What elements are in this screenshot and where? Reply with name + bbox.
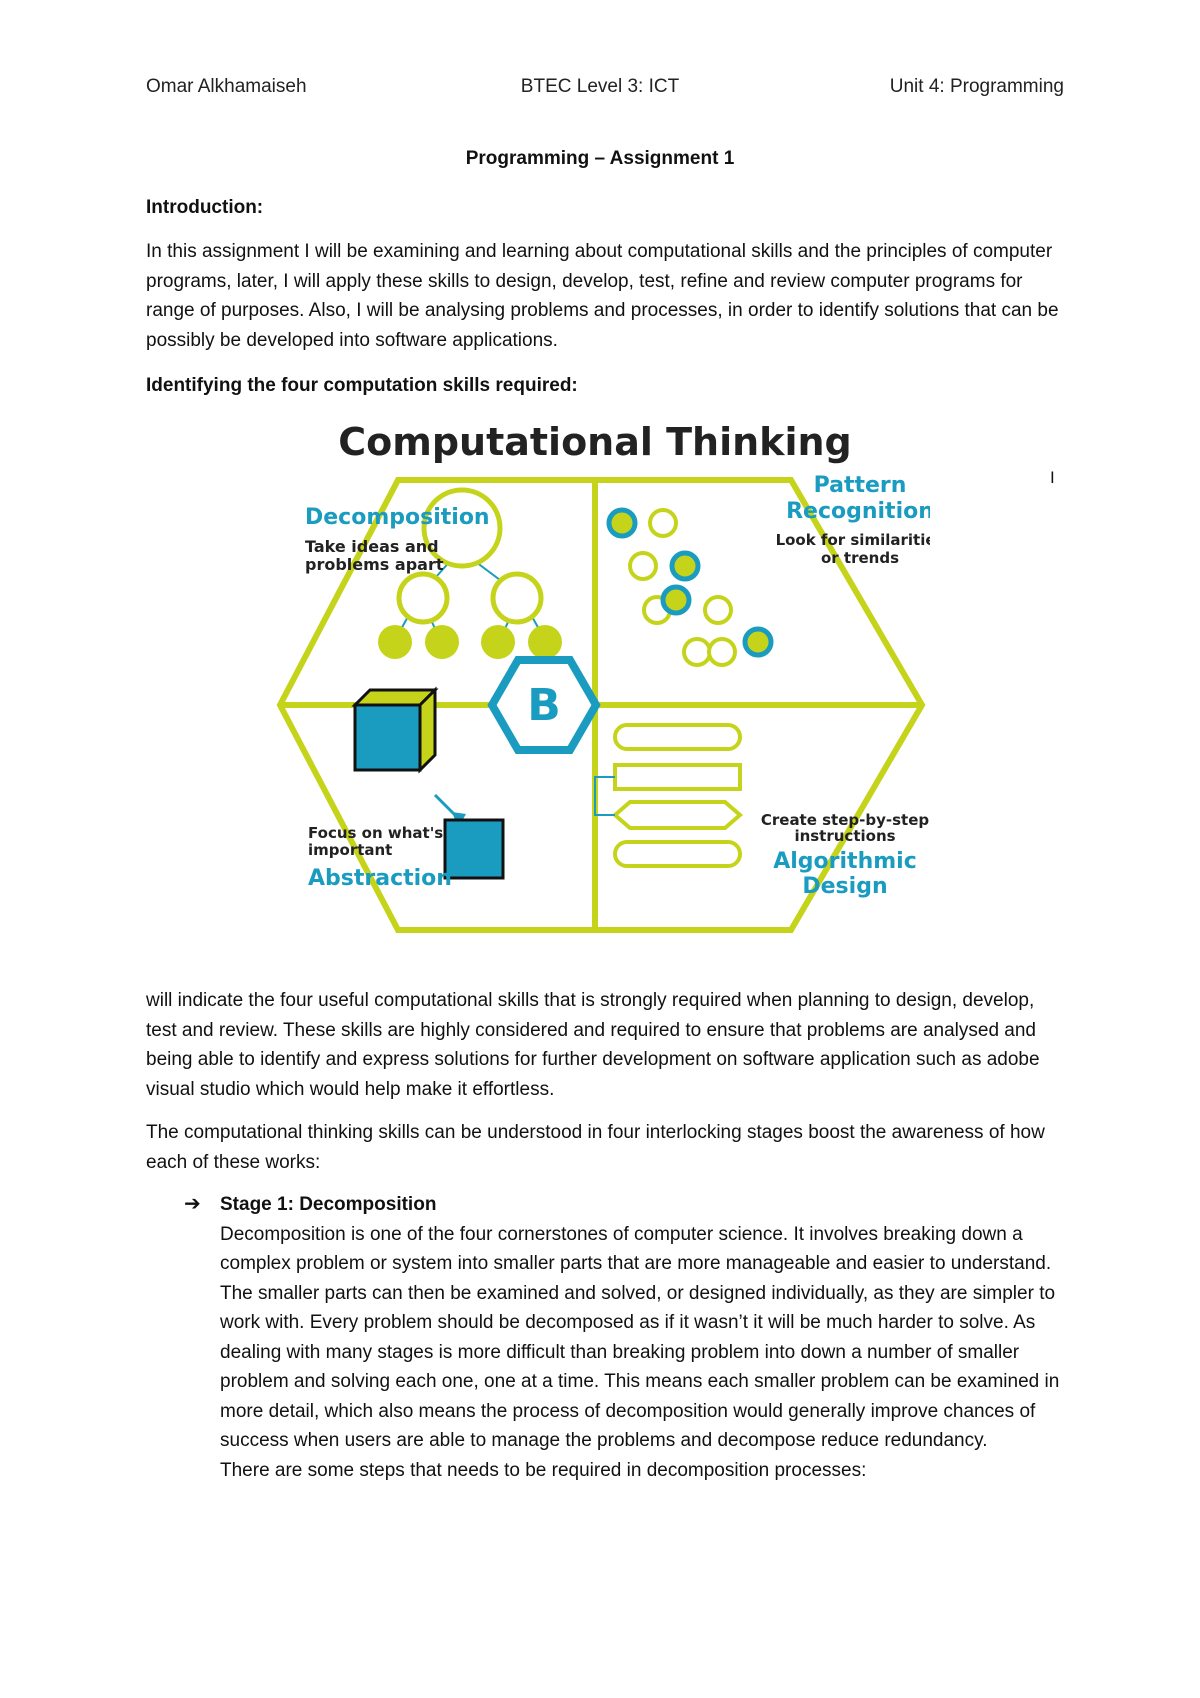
pattern-title1: Pattern [813,473,907,498]
stray-mark: I [1050,468,1055,487]
pattern-line2: or trends [820,549,900,567]
skills-heading: Identifying the four computation skills required: [146,375,578,396]
algorithm-line1: Create step-by-step [760,811,930,829]
stage1-section [184,1190,1064,1485]
stage1-steps-line: There are some steps that needs to be required in decomposition processes: [220,1459,867,1481]
header-unit: Unit 4: Programming [889,76,1064,97]
pattern-line1: Look for similarities [775,531,930,549]
stage1-paragraph: Decomposition is one of the four cornerstones of computer science. It involves breaking down a complex problem or system into smaller parts that are more manageable and easier to understand. The smaller parts can then be examined and solved, or designed individually, as they are simpler to work with. Every problem should be decomposed as if it wasn’t it will be much harder to solve. As dealing with many stages is more difficult than breaking problem into down a number of smaller problem and solving each one, one at a time. This means each smaller problem can be examined in more detail, which also means the process of decomposition would generally improve chances of success when users are able to manage the problems and decompose reduce redundancy. [220,1223,1060,1451]
algorithm-line2: instructions [794,827,896,845]
header-author: Omar Alkhamaiseh [146,76,307,97]
pattern-circles-icon [609,510,771,665]
pattern-title2: Recognition [786,499,930,524]
center-logo [492,660,596,750]
abstraction-line2: important [308,841,393,859]
intro-heading: Introduction: [146,197,264,218]
document-title: Programming – Assignment 1 [465,148,735,169]
decomposition-line2: problems apart [305,555,444,574]
abstraction-title: Abstraction [308,866,452,891]
algorithm-title2: Design [802,874,888,899]
decomposition-line1: Take ideas and [305,537,439,556]
logo-letter: B [527,680,561,731]
abstraction-line1: Focus on what's [308,824,444,842]
arrow-bullet-icon: ➔ [184,1193,201,1215]
algorithm-flowchart-icon [595,725,740,866]
intro-paragraph: In this assignment I will be examining and learning about computational skills and the principles of computer programs, later, I will apply these skills to design, develop, test, refine and review computer programs for range of purposes. Also, I will be analysing problems and processes, in order to identify solutions that can be possibly be developed into software applications. [146,241,1059,351]
stage1-heading: Stage 1: Decomposition [220,1194,437,1215]
decomposition-title: Decomposition [305,505,490,530]
after-figure-paragraph: will indicate the four useful computational skills that is strongly required when planning to design, develop, test and review. These skills are highly considered and required to ensure that problems are analysed and being able to identify and express solutions for further development on software application such as adobe visual studio which would help make it effortless. [146,990,1040,1100]
figure-title: Computational Thinking [338,420,852,464]
header-course: BTEC Level 3: ICT [520,76,680,97]
figure-graphic [270,420,930,950]
stages-intro-paragraph: The computational thinking skills can be understood in four interlocking stages boost the awareness of how each of these works: [146,1122,1045,1173]
algorithm-title1: Algorithmic [773,849,917,874]
computational-thinking-figure [270,420,930,950]
